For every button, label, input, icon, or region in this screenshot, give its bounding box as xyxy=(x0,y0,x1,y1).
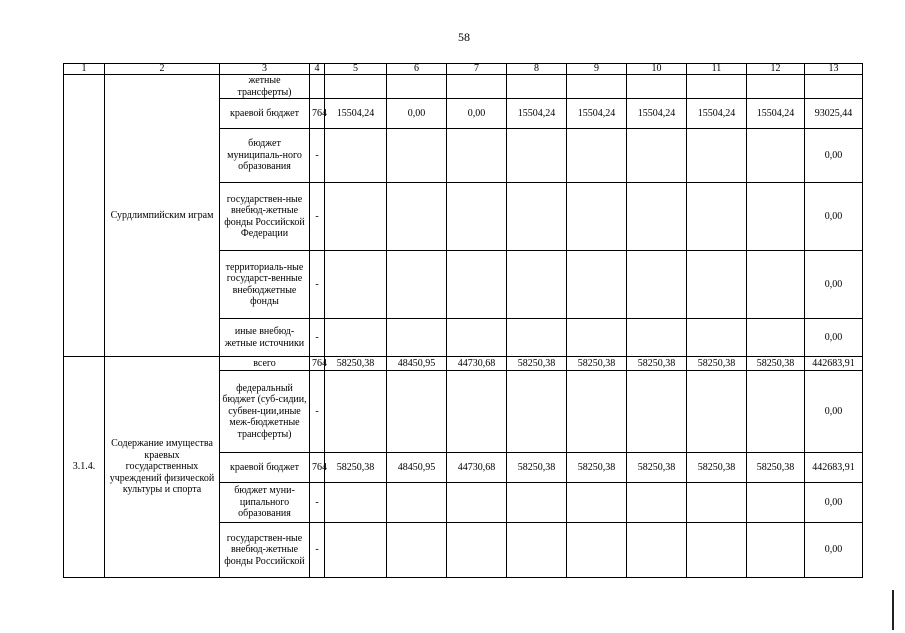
value-cell: 58250,38 xyxy=(687,357,747,371)
header-cell: 7 xyxy=(447,64,507,75)
code-cell: - xyxy=(310,483,325,523)
value-cell xyxy=(447,523,507,578)
value-cell: 15504,24 xyxy=(567,99,627,129)
value-cell xyxy=(387,251,447,319)
code-cell: - xyxy=(310,523,325,578)
header-cell: 3 xyxy=(220,64,310,75)
value-cell: 58250,38 xyxy=(567,453,627,483)
total-cell: 0,00 xyxy=(805,371,863,453)
value-cell: 0,00 xyxy=(447,99,507,129)
value-cell: 15504,24 xyxy=(507,99,567,129)
value-cell: 15504,24 xyxy=(325,99,387,129)
total-cell: 442683,91 xyxy=(805,453,863,483)
value-cell xyxy=(687,251,747,319)
value-cell xyxy=(507,129,567,183)
value-cell xyxy=(747,371,805,453)
value-cell xyxy=(447,75,507,99)
value-cell xyxy=(325,319,387,357)
value-cell xyxy=(567,483,627,523)
header-cell: 13 xyxy=(805,64,863,75)
header-cell: 1 xyxy=(64,64,105,75)
value-cell xyxy=(567,129,627,183)
code-cell: - xyxy=(310,183,325,251)
table-row xyxy=(64,357,863,371)
value-cell xyxy=(507,75,567,99)
funding-source-cell: бюджет муни-ципального образования xyxy=(220,483,310,523)
funding-source-cell: государствен-ные внебюд-жетные фонды Российской Федерации xyxy=(220,183,310,251)
value-cell xyxy=(387,319,447,357)
event-name-cell: Содержание имущества краевых государственных учреждений физической культуры и спорта xyxy=(105,357,220,578)
value-cell: 0,00 xyxy=(387,99,447,129)
value-cell: 58250,38 xyxy=(507,453,567,483)
value-cell xyxy=(507,319,567,357)
value-cell: 44730,68 xyxy=(447,357,507,371)
funding-source-cell: территориаль-ные государст-венные внебюджетные фонды xyxy=(220,251,310,319)
value-cell xyxy=(687,319,747,357)
row-number-cell: 3.1.4. xyxy=(64,357,105,578)
value-cell xyxy=(387,75,447,99)
value-cell xyxy=(687,129,747,183)
budget-table xyxy=(63,63,863,578)
value-cell xyxy=(325,371,387,453)
value-cell xyxy=(325,251,387,319)
value-cell xyxy=(507,483,567,523)
total-cell: 0,00 xyxy=(805,523,863,578)
value-cell xyxy=(747,483,805,523)
total-cell: 0,00 xyxy=(805,251,863,319)
value-cell xyxy=(567,183,627,251)
header-cell: 6 xyxy=(387,64,447,75)
code-cell: - xyxy=(310,319,325,357)
value-cell xyxy=(387,129,447,183)
value-cell xyxy=(507,183,567,251)
value-cell: 58250,38 xyxy=(325,453,387,483)
header-row xyxy=(64,64,863,75)
value-cell: 15504,24 xyxy=(747,99,805,129)
scan-edge-mark xyxy=(892,590,894,630)
value-cell xyxy=(507,371,567,453)
value-cell xyxy=(627,183,687,251)
value-cell xyxy=(567,75,627,99)
header-cell: 8 xyxy=(507,64,567,75)
funding-source-cell: краевой бюджет xyxy=(220,99,310,129)
funding-source-cell: краевой бюджет xyxy=(220,453,310,483)
value-cell: 15504,24 xyxy=(627,99,687,129)
header-cell: 10 xyxy=(627,64,687,75)
header-cell: 11 xyxy=(687,64,747,75)
code-cell: 764 xyxy=(310,357,325,371)
value-cell xyxy=(447,129,507,183)
value-cell xyxy=(325,75,387,99)
value-cell: 48450,95 xyxy=(387,357,447,371)
value-cell xyxy=(387,183,447,251)
value-cell xyxy=(687,183,747,251)
value-cell: 58250,38 xyxy=(627,453,687,483)
value-cell xyxy=(627,319,687,357)
value-cell xyxy=(687,371,747,453)
funding-source-cell: государствен-ные внебюд-жетные фонды Российской xyxy=(220,523,310,578)
value-cell xyxy=(747,251,805,319)
row-number-cell xyxy=(64,75,105,357)
value-cell: 58250,38 xyxy=(747,357,805,371)
value-cell xyxy=(447,183,507,251)
value-cell xyxy=(447,251,507,319)
value-cell xyxy=(747,129,805,183)
value-cell xyxy=(507,251,567,319)
header-cell: 5 xyxy=(325,64,387,75)
value-cell: 15504,24 xyxy=(687,99,747,129)
header-cell: 12 xyxy=(747,64,805,75)
value-cell xyxy=(567,251,627,319)
value-cell xyxy=(627,523,687,578)
total-cell: 0,00 xyxy=(805,319,863,357)
funding-source-cell: иные внебюд-жетные источники xyxy=(220,319,310,357)
value-cell xyxy=(325,523,387,578)
code-cell: - xyxy=(310,371,325,453)
total-cell: 93025,44 xyxy=(805,99,863,129)
value-cell xyxy=(567,371,627,453)
value-cell: 44730,68 xyxy=(447,453,507,483)
page-number: 58 xyxy=(458,30,470,44)
funding-source-cell: жетные трансферты) xyxy=(220,75,310,99)
value-cell xyxy=(325,129,387,183)
code-cell xyxy=(310,75,325,99)
value-cell xyxy=(747,319,805,357)
event-name-cell: Сурдлимпийским играм xyxy=(105,75,220,357)
value-cell xyxy=(387,483,447,523)
funding-source-cell: бюджет муниципаль-ного образования xyxy=(220,129,310,183)
value-cell xyxy=(325,483,387,523)
code-cell: - xyxy=(310,251,325,319)
value-cell xyxy=(627,371,687,453)
value-cell xyxy=(747,183,805,251)
value-cell xyxy=(687,483,747,523)
funding-source-cell: всего xyxy=(220,357,310,371)
value-cell xyxy=(627,251,687,319)
value-cell xyxy=(507,523,567,578)
table-row xyxy=(64,75,863,99)
value-cell xyxy=(325,183,387,251)
value-cell: 58250,38 xyxy=(507,357,567,371)
value-cell xyxy=(567,523,627,578)
value-cell xyxy=(627,75,687,99)
value-cell xyxy=(567,319,627,357)
value-cell xyxy=(747,75,805,99)
value-cell: 58250,38 xyxy=(567,357,627,371)
funding-source-cell: федеральный бюджет (суб-сидии, субвен-ции,иные меж-бюджетные трансферты) xyxy=(220,371,310,453)
total-cell xyxy=(805,75,863,99)
code-cell: - xyxy=(310,129,325,183)
header-cell: 4 xyxy=(310,64,325,75)
value-cell xyxy=(447,371,507,453)
value-cell xyxy=(747,523,805,578)
value-cell: 48450,95 xyxy=(387,453,447,483)
value-cell xyxy=(447,483,507,523)
code-cell: 764 xyxy=(310,99,325,129)
value-cell xyxy=(387,523,447,578)
value-cell xyxy=(687,75,747,99)
header-cell: 9 xyxy=(567,64,627,75)
value-cell: 58250,38 xyxy=(747,453,805,483)
total-cell: 0,00 xyxy=(805,483,863,523)
value-cell xyxy=(447,319,507,357)
value-cell xyxy=(387,371,447,453)
value-cell xyxy=(687,523,747,578)
header-cell: 2 xyxy=(105,64,220,75)
value-cell: 58250,38 xyxy=(687,453,747,483)
total-cell: 442683,91 xyxy=(805,357,863,371)
value-cell: 58250,38 xyxy=(325,357,387,371)
code-cell: 764 xyxy=(310,453,325,483)
total-cell: 0,00 xyxy=(805,129,863,183)
value-cell: 58250,38 xyxy=(627,357,687,371)
value-cell xyxy=(627,129,687,183)
total-cell: 0,00 xyxy=(805,183,863,251)
value-cell xyxy=(627,483,687,523)
